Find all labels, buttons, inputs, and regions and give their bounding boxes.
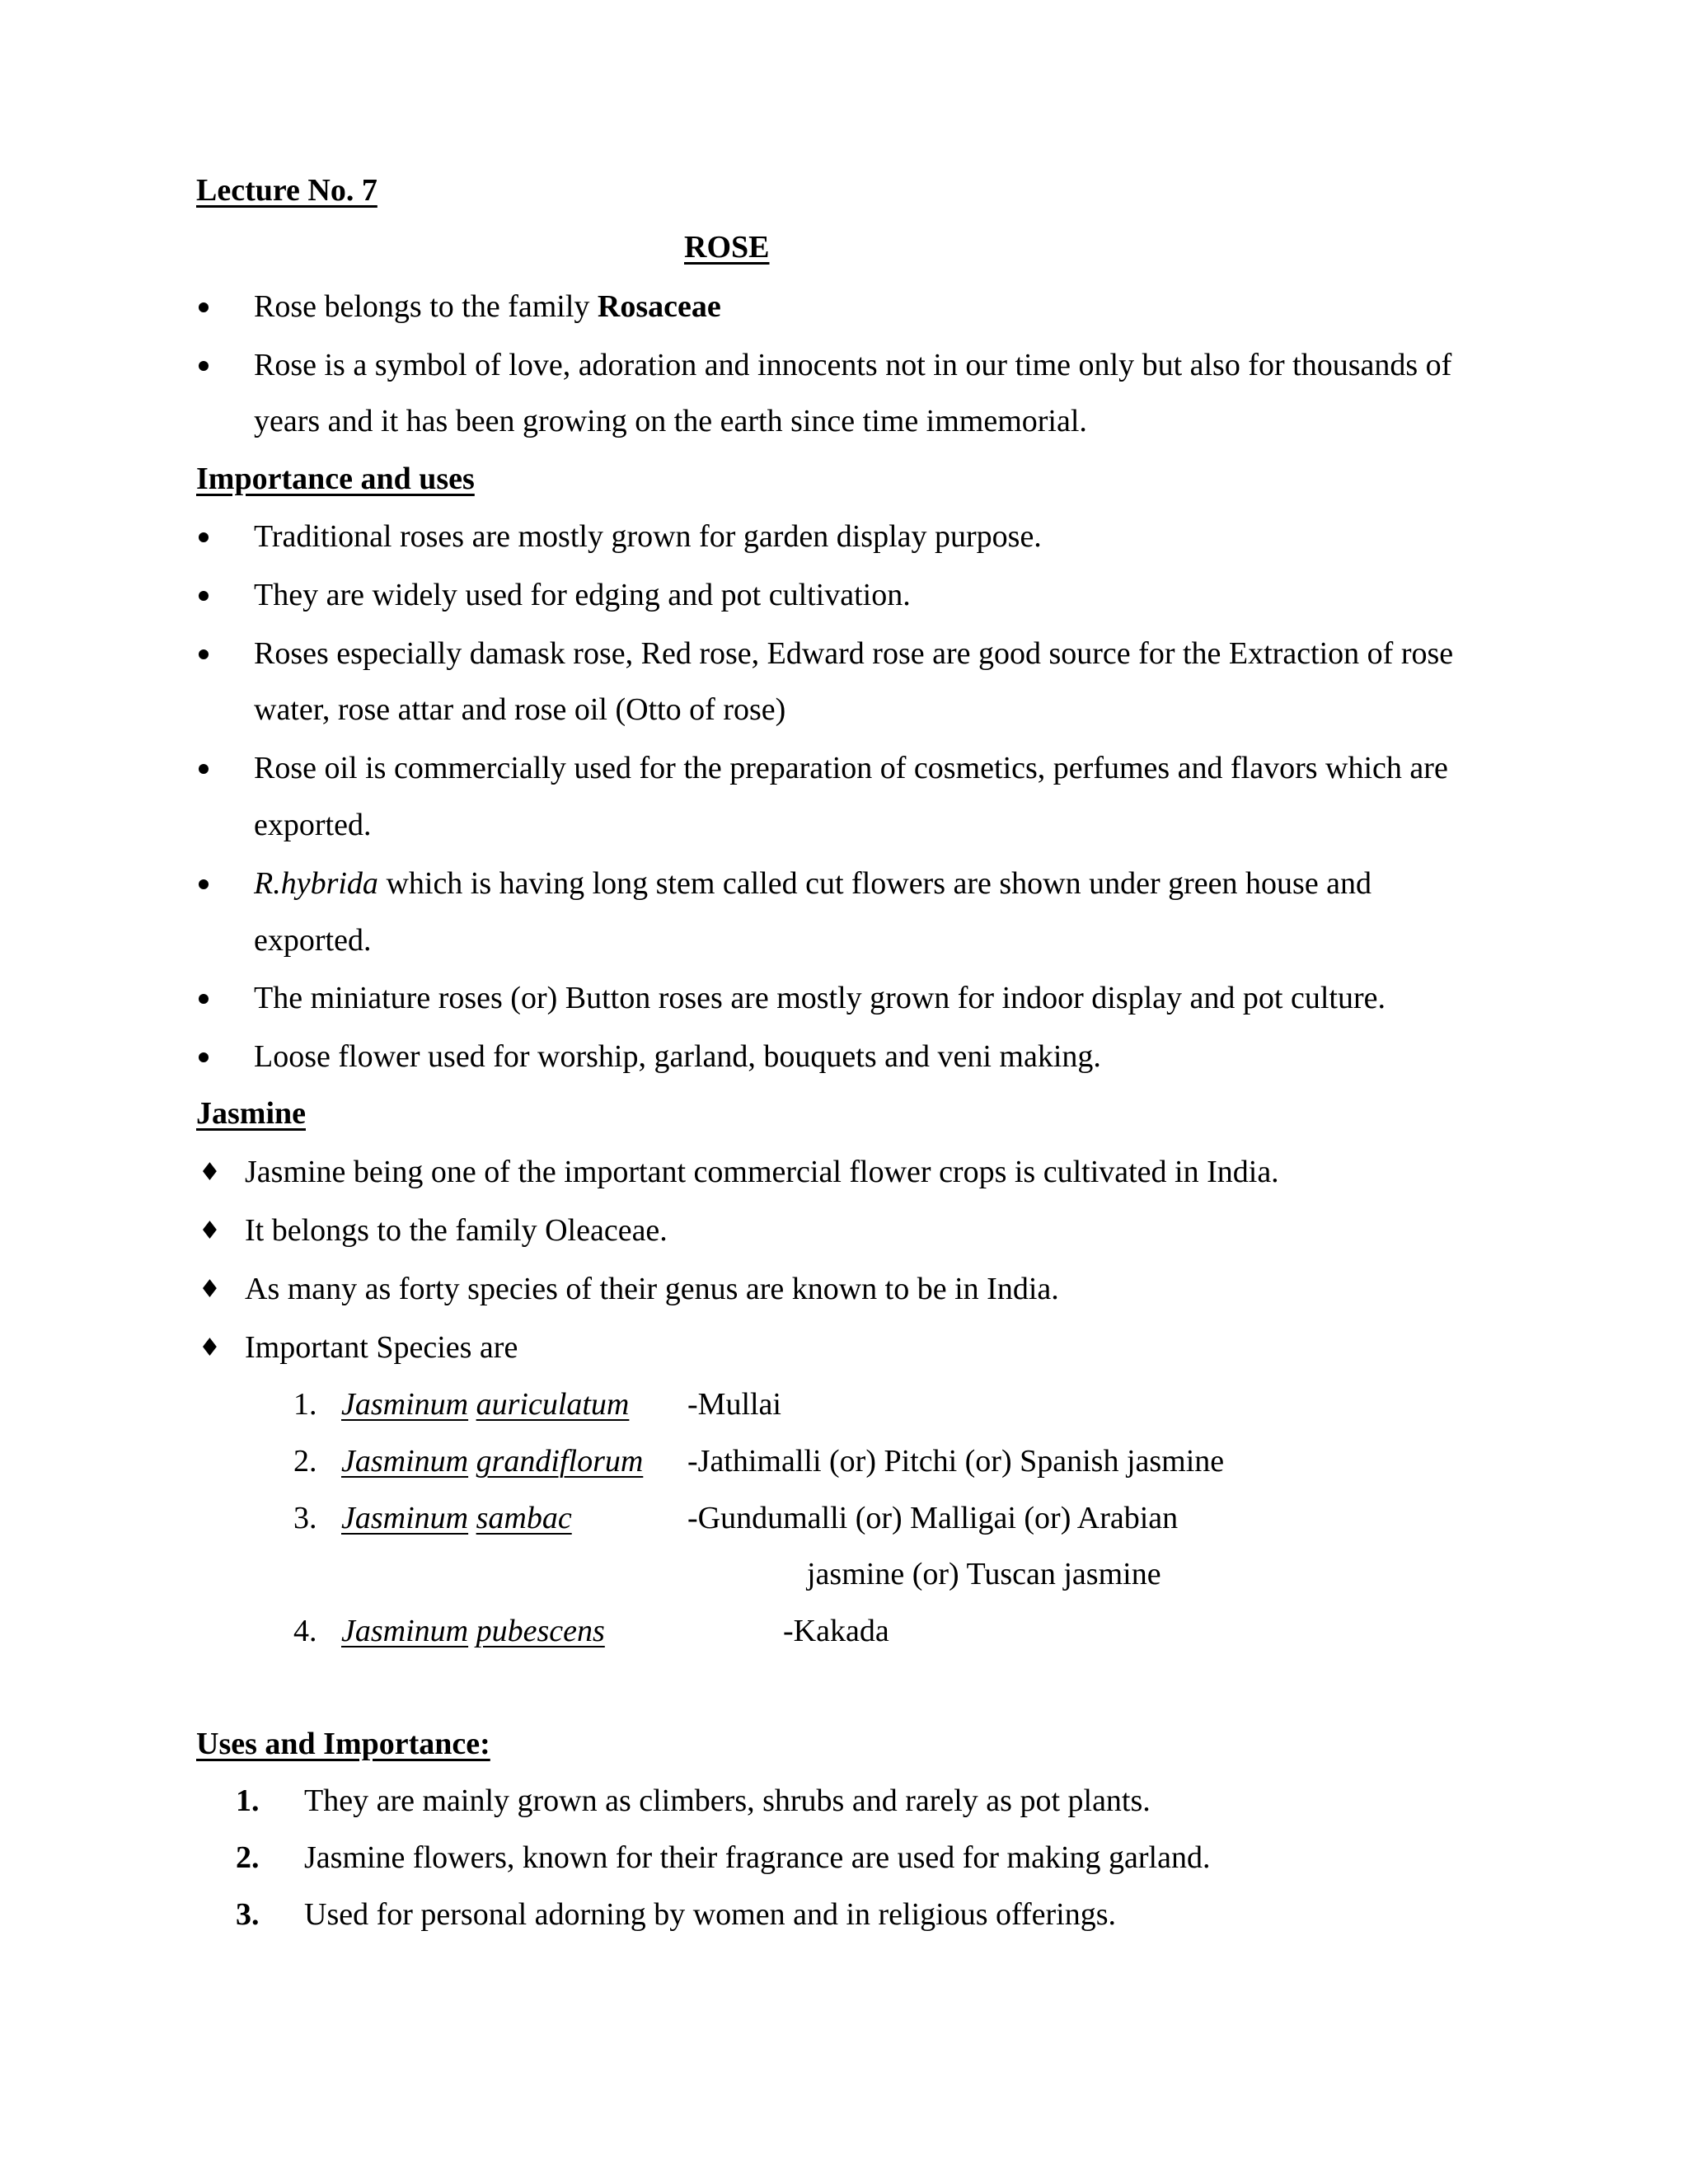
importance-item-3-line2: water, rose attar and rose oil (Otto of rose) [254, 692, 786, 727]
bullet-icon [199, 532, 209, 542]
species-genus: Jasminum [341, 1387, 469, 1422]
uses-item-3: Used for personal adorning by women and in religious offerings. [304, 1897, 1116, 1932]
species-genus: Jasminum [341, 1501, 469, 1535]
rose-family-text [254, 291, 721, 322]
rose-symbol-line2: years and it has been growing on the earth since time immemorial. [254, 404, 1087, 438]
species-common-name: -Mullai [687, 1387, 781, 1422]
importance-item-4-line1: Rose oil is commercially used for the preparation of cosmetics, perfumes and flavors which are [254, 751, 1448, 785]
uses-number: 2. [236, 1840, 260, 1875]
rose-title: ROSE [684, 230, 770, 265]
species-number: 1. [293, 1387, 317, 1422]
importance-item-3-line1: Roses especially damask rose, Red rose, Edward rose are good source for the Extraction of rose [254, 636, 1454, 671]
jasmine-item-2: It belongs to the family Oleaceae. [245, 1213, 668, 1248]
diamond-bullet-icon: ♦ [199, 1158, 221, 1187]
species-number: 4. [293, 1614, 317, 1648]
jasmine-heading: Jasmine [196, 1096, 306, 1131]
species-number: 2. [293, 1444, 317, 1479]
importance-item-5-line1 [254, 868, 1372, 899]
rose-family-name: Rosaceae [597, 289, 721, 324]
importance-item-4-line2: exported. [254, 808, 372, 842]
species-scientific-name [341, 1502, 572, 1534]
species-name-rhybrida: R.hybrida [254, 866, 378, 901]
bullet-icon [199, 994, 209, 1004]
species-common-name: -Jathimalli (or) Pitchi (or) Spanish jasmine [687, 1444, 1225, 1479]
importance-item-5-line2: exported. [254, 923, 372, 958]
bullet-icon [199, 649, 209, 659]
species-common-name: -Gundumalli (or) Malligai (or) Arabian [687, 1501, 1179, 1535]
bullet-icon [199, 1052, 209, 1062]
uses-number: 3. [236, 1897, 260, 1932]
species-epithet: sambac [476, 1501, 572, 1535]
species-epithet: auriculatum [476, 1387, 630, 1422]
uses-number: 1. [236, 1783, 260, 1818]
rose-symbol-line1: Rose is a symbol of love, adoration and innocents not in our time only but also for thousands of [254, 348, 1452, 382]
diamond-bullet-icon: ♦ [199, 1216, 221, 1245]
lecture-title: Lecture No. 7 [196, 173, 377, 208]
species-epithet: pubescens [476, 1614, 605, 1648]
importance-item-6: The miniature roses (or) Button roses are mostly grown for indoor display and pot culture. [254, 981, 1386, 1015]
species-scientific-name [341, 1446, 643, 1477]
rose-family-label: Rose belongs to the family [254, 289, 598, 324]
importance-item-7: Loose flower used for worship, garland, bouquets and veni making. [254, 1039, 1101, 1074]
jasmine-item-4: Important Species are [245, 1330, 518, 1365]
species-common-name: -Kakada [783, 1614, 889, 1648]
bullet-icon [199, 302, 209, 312]
uses-item-1: They are mainly grown as climbers, shrubs and rarely as pot plants. [304, 1783, 1151, 1818]
species-number: 3. [293, 1501, 317, 1535]
species-genus: Jasminum [341, 1444, 469, 1479]
jasmine-item-1: Jasmine being one of the important commercial flower crops is cultivated in India. [245, 1155, 1279, 1189]
diamond-bullet-icon: ♦ [199, 1333, 221, 1362]
importance-item-1: Traditional roses are mostly grown for garden display purpose. [254, 519, 1042, 554]
bullet-icon [199, 879, 209, 889]
species-scientific-name [341, 1615, 605, 1647]
importance-item-5-text: which is having long stem called cut flowers are shown under green house and [377, 866, 1372, 901]
importance-heading: Importance and uses [196, 462, 475, 496]
species-epithet: grandiflorum [476, 1444, 644, 1479]
species-common-name-cont: jasmine (or) Tuscan jasmine [807, 1557, 1161, 1591]
uses-heading: Uses and Importance: [196, 1727, 490, 1761]
uses-item-2: Jasmine flowers, known for their fragrance are used for making garland. [304, 1840, 1211, 1875]
jasmine-item-3: As many as forty species of their genus are known to be in India. [245, 1272, 1059, 1306]
bullet-icon [199, 361, 209, 371]
importance-item-2: They are widely used for edging and pot cultivation. [254, 578, 911, 612]
bullet-icon [199, 591, 209, 601]
species-genus: Jasminum [341, 1614, 469, 1648]
diamond-bullet-icon: ♦ [199, 1275, 221, 1304]
species-scientific-name [341, 1389, 629, 1420]
bullet-icon [199, 764, 209, 774]
